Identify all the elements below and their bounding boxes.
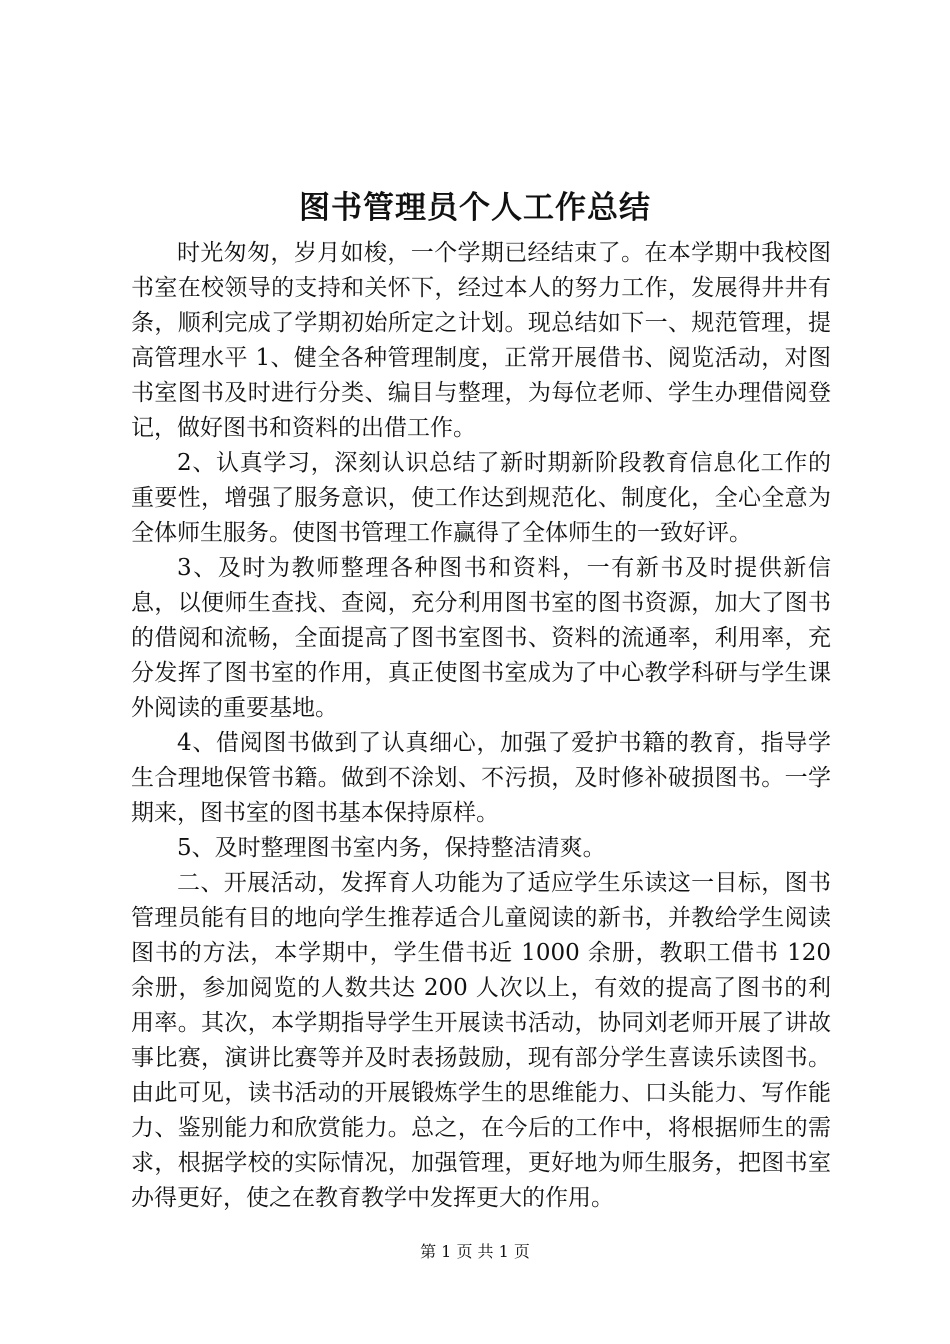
document-body (131, 236, 831, 1216)
paragraph-6: 二、开展活动，发挥育人功能为了适应学生乐读这一目标，图书管理员能有目的地向学生推荐适合儿童阅读的新书，并教给学生阅读图书的方法，本学期中，学生借书近 1000 余册，教职工借书 120 余册，参加阅览的人数共达 200 人次以上，有效的提高了图书的利用率。其次，本学期指导学生开展读书活动，协同刘老师开展了讲故事比赛，演讲比赛等并及时表扬鼓励，现有部分学生喜读乐读图书。由此可见，读书活动的开展锻炼学生的思维能力、口头能力、写作能力、鉴别能力和欣赏能力。总之，在今后的工作中，将根据师生的需求，根据学校的实际情况，加强管理，更好地为师生服务，把图书室办得更好，使之在教育教学中发挥更大的作用。 (131, 870, 831, 1211)
paragraph-1: 时光匆匆，岁月如梭，一个学期已经结束了。在本学期中我校图书室在校领导的支持和关怀下，经过本人的努力工作，发展得井井有条，顺利完成了学期初始所定之计划。现总结如下一、规范管理，提高管理水平 1、健全各种管理制度，正常开展借书、阅览活动，对图书室图书及时进行分类、编目与整理，为每位老师、学生办理借阅登记，做好图书和资料的出借工作。 (131, 240, 831, 441)
document-title: 图书管理员个人工作总结 (299, 190, 651, 226)
paragraph-3: 3、及时为教师整理各种图书和资料，一有新书及时提供新信息，以便师生查找、查阅，充分利用图书室的图书资源，加大了图书的借阅和流畅，全面提高了图书室图书、资料的流通率，利用率，充分发挥了图书室的作用，真正使图书室成为了中心教学科研与学生课外阅读的重要基地。 (131, 555, 831, 721)
paragraph-5: 5、及时整理图书室内务，保持整洁清爽。 (177, 835, 606, 861)
page-footer: 第 1 页 共 1 页 (420, 1242, 530, 1261)
paragraph-2: 2、认真学习，深刻认识总结了新时期新阶段教育信息化工作的重要性，增强了服务意识，使工作达到规范化、制度化，全心全意为全体师生服务。使图书管理工作赢得了全体师生的一致好评。 (131, 450, 831, 546)
paragraph-4: 4、借阅图书做到了认真细心，加强了爱护书籍的教育，指导学生合理地保管书籍。做到不涂划、不污损，及时修补破损图书。一学期来，图书室的图书基本保持原样。 (131, 730, 831, 826)
